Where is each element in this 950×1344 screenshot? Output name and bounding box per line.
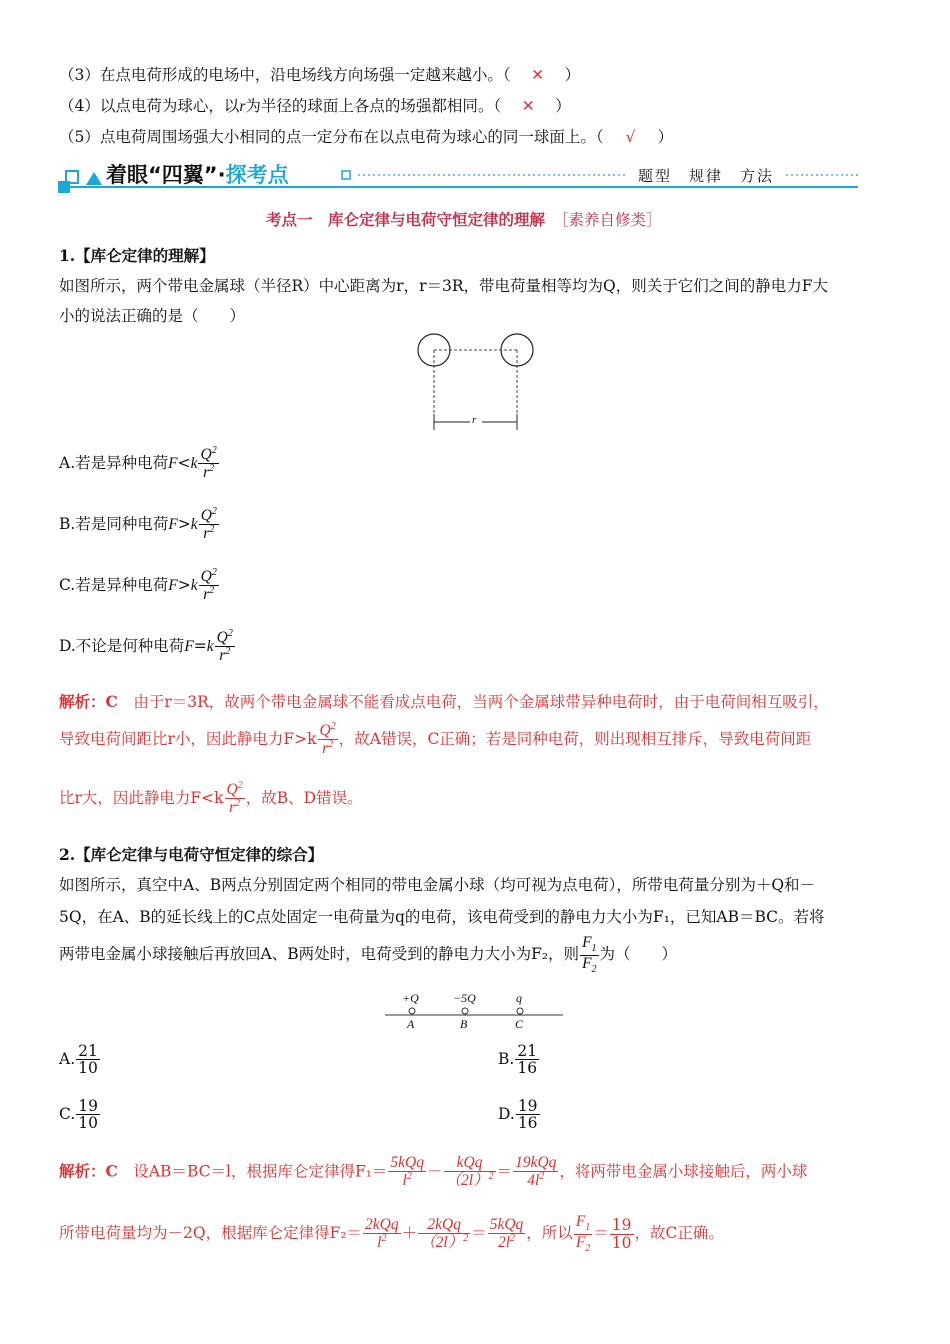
exp: 2 xyxy=(209,585,215,597)
analysis-text: 设AB＝BC＝l，根据库仑定律得F₁＝ xyxy=(133,1162,388,1181)
analysis-text: ，将两带电金属小球接触后，两小球 xyxy=(559,1162,808,1181)
fraction xyxy=(76,1098,100,1132)
frac-den: r xyxy=(322,740,329,758)
var-F: F xyxy=(168,515,178,533)
fraction xyxy=(515,1043,539,1077)
operator: > xyxy=(177,575,191,594)
frac-num: 19 xyxy=(78,1097,98,1115)
fraction xyxy=(610,1217,634,1251)
fraction xyxy=(76,1043,100,1077)
two-spheres-diagram xyxy=(414,330,539,435)
point-label-a: A xyxy=(407,1017,415,1031)
frac-den: r xyxy=(203,464,210,482)
frac-num: Q xyxy=(200,568,212,586)
q2-stem-line3 xyxy=(59,935,677,975)
var-k: k xyxy=(190,576,198,594)
frac-den: r xyxy=(229,799,236,817)
exp: 2 xyxy=(237,780,243,791)
judgement-4-text-a: （4）以点电荷为球心，以 xyxy=(59,97,240,115)
option-letter: A. xyxy=(59,1049,76,1068)
q2-stem-line2: 5Q，在A、B的延长线上的C点处固定一电荷量为q的电荷，该电荷受到的静电力大小为F₁，已知AB＝BC。若将 xyxy=(59,908,825,926)
q1-figure xyxy=(414,330,539,435)
q1-option-c xyxy=(59,568,220,604)
frac-num: Q xyxy=(216,629,228,647)
var-k: k xyxy=(190,515,198,533)
fraction: $\frac{\text{2kQq}}{l^2}$ xyxy=(365,1215,399,1252)
q1-option-b xyxy=(59,507,220,543)
banner-title-a: 着眼“四翼”· xyxy=(106,163,226,187)
section-title-text: 考点一 库仑定律与电荷守恒定律的理解 xyxy=(266,211,546,229)
var-F: F xyxy=(168,576,178,594)
judgement-3 xyxy=(59,63,580,85)
q1-option-a xyxy=(59,446,220,482)
exp: 2 xyxy=(211,506,217,517)
frac-den: 16 xyxy=(517,1114,538,1133)
frac-den: r xyxy=(203,586,210,604)
banner-title-b: 探考点 xyxy=(225,163,289,187)
analysis-label: 解析：C xyxy=(59,692,118,711)
option-letter: D. xyxy=(498,1104,515,1123)
cross-mark-icon: ✕ xyxy=(521,97,535,115)
exp: 2 xyxy=(209,524,215,536)
var-k: k xyxy=(190,454,198,472)
q1-stem-line1: 如图所示，两个带电金属球（半径R）中心距离为r，r＝3R，带电荷量相等均为Q，则关于它们之间的静电力F大 xyxy=(59,277,828,295)
analysis-label: 解析：C xyxy=(59,1161,118,1181)
q2-option-a xyxy=(59,1043,101,1077)
judgement-5 xyxy=(59,125,673,147)
option-text: C.若是异种电荷 xyxy=(59,575,169,594)
exp: 2 xyxy=(227,628,233,639)
fraction xyxy=(516,1098,540,1132)
judgement-4-var: r xyxy=(239,98,246,115)
section-banner xyxy=(58,155,858,195)
q2-analysis-line2: 所带电荷量均为－2Q，根据库仑定律得F₂＝ $\frac{\text{2kQq}}{l^2}$ ＋ $\frac{\text{2kQq}}{(2l)^2}$ ＝ $\frac{\text{5kQq}}{2l^2}$ ，所以 $\frac{F_1}{F_2}$ ＝ $\frac{19}{10}$ ，故C正确。 xyxy=(59,1213,724,1254)
frac-den: 10 xyxy=(78,1114,98,1133)
q1-heading: 1.【库仑定律的理解】 xyxy=(59,246,215,265)
fraction: $\frac{\text{kQq}}{(2l)^2}$ xyxy=(445,1154,494,1190)
fraction xyxy=(199,507,219,543)
charge-label-a: +Q xyxy=(402,991,419,1005)
q2-option-d xyxy=(498,1098,541,1132)
q2-heading: 2.【库仑定律与电荷守恒定律的综合】 xyxy=(59,845,324,864)
frac-num: Q xyxy=(200,446,212,464)
q2-analysis-line1: 解析：C 设AB＝BC＝l，根据库仑定律得F₁＝ $\frac{\text{5kQq}}{l^2}$ － $\frac{\text{kQq}}{(2l)^2}$ ＝ $\frac{\text{19kQq}}{4l^2}$ ，将两带电金属小球接触后，两小球 xyxy=(59,1154,808,1190)
q2-option-c xyxy=(59,1098,101,1132)
paren-close: ） xyxy=(555,97,571,115)
var-F: F xyxy=(184,637,194,655)
analysis-text: ，所以 xyxy=(526,1224,573,1243)
exp: 2 xyxy=(211,445,217,456)
fraction: $\frac{\text{19kQq}}{4l^2}$ xyxy=(515,1154,557,1190)
q2-stem-line1: 如图所示，真空中A、B两点分别固定两个相同的带电金属小球（均可视为点电荷），所带电荷量分别为＋Q和－ xyxy=(59,876,816,894)
point-label-b: B xyxy=(460,1017,468,1031)
distance-label: r xyxy=(472,414,477,426)
frac-den: 16 xyxy=(517,1059,538,1078)
fraction xyxy=(215,629,235,665)
fraction xyxy=(318,722,338,758)
operator: = xyxy=(193,636,207,655)
exp: 2 xyxy=(330,721,336,732)
stem-text: 为（ ） xyxy=(599,945,678,964)
operator: < xyxy=(177,453,191,472)
analysis-text: 导致电荷间距比r小，因此静电力F>k xyxy=(59,729,317,748)
option-text: A.若是异种电荷 xyxy=(59,453,169,472)
point-label-c: C xyxy=(515,1017,524,1031)
exp: 2 xyxy=(209,463,215,475)
exp: 2 xyxy=(235,798,241,810)
analysis-text: ，故C正确。 xyxy=(634,1224,724,1243)
judgement-4 xyxy=(59,94,571,116)
frac-den: 10 xyxy=(78,1059,98,1078)
var-F: F xyxy=(168,454,178,472)
q2-option-b xyxy=(498,1043,540,1077)
judgement-4-text-b: 为半径的球面上各点的场强都相同。（ xyxy=(245,97,502,115)
fraction: $\frac{\text{2kQq}}{(2l)^2}$ xyxy=(420,1215,469,1252)
option-letter: B. xyxy=(498,1049,515,1068)
option-text: D.不论是何种电荷 xyxy=(59,636,185,655)
paren-close: ） xyxy=(564,66,581,84)
frac-num: 21 xyxy=(517,1042,538,1060)
stem-text: 两带电金属小球接触后再放回A、B两处时，电荷受到的静电力大小为F₂，则 xyxy=(59,945,580,964)
q1-option-d xyxy=(59,629,236,665)
analysis-text: 所带电荷量均为－2Q，根据库仑定律得F₂＝ xyxy=(59,1224,363,1243)
judgement-5-text: （5）点电荷周围场强大小相同的点一定分布在以点电荷为球心的同一球面上。（ xyxy=(59,128,604,146)
judgement-3-text: （3）在点电荷形成的电场中，沿电场线方向场强一定越来越小。（ xyxy=(59,66,511,84)
fraction xyxy=(225,781,245,817)
fraction: $\frac{\text{5kQq}}{2l^2}$ xyxy=(489,1215,524,1252)
analysis-text: 比r大，因此静电力F<k xyxy=(59,788,224,807)
option-letter: C. xyxy=(59,1104,76,1123)
frac-den: r xyxy=(203,525,210,543)
q1-analysis-line2 xyxy=(59,722,811,758)
frac-num: 19 xyxy=(517,1097,538,1115)
operator: > xyxy=(177,514,191,533)
section-title xyxy=(266,208,662,230)
analysis-text: ，故B、D错误。 xyxy=(245,788,363,807)
q1-analysis-line3 xyxy=(59,781,363,817)
var-k: k xyxy=(206,637,214,655)
fraction xyxy=(199,568,219,604)
frac-num: Q xyxy=(226,781,238,799)
frac-num: Q xyxy=(200,507,212,525)
check-mark-icon: √ xyxy=(625,128,636,146)
fraction xyxy=(198,446,218,482)
exp: 2 xyxy=(225,646,231,658)
frac-den: 10 xyxy=(611,1233,632,1252)
ratio-fraction: $\frac{F_1}{F_2}$ xyxy=(582,934,597,975)
charge-label-c: q xyxy=(516,991,522,1005)
paren-close: ） xyxy=(657,128,674,146)
banner-subtitle: 题型 规律 方法 xyxy=(638,167,775,185)
section-tag: ［素养自修类］ xyxy=(553,211,662,229)
frac-num: Q xyxy=(319,722,331,740)
charge-label-b: −5Q xyxy=(453,991,476,1005)
fraction: $\frac{F_1}{F_2}$ xyxy=(575,1213,591,1254)
banner-title xyxy=(106,159,289,189)
frac-den: r xyxy=(219,647,226,665)
frac-num: 19 xyxy=(611,1216,632,1235)
cross-mark-icon: ✕ xyxy=(531,66,545,84)
fraction: $\frac{\text{5kQq}}{l^2}$ xyxy=(390,1154,424,1190)
exp: 2 xyxy=(211,567,217,578)
analysis-text: ，故A错误，C正确；若是同种电荷，则出现相互排斥，导致电荷间距 xyxy=(338,729,812,748)
q1-stem-line2: 小的说法正确的是（ ） xyxy=(59,307,246,325)
exp: 2 xyxy=(328,739,334,751)
q2-figure xyxy=(385,990,565,1030)
option-text: B.若是同种电荷 xyxy=(59,514,169,533)
frac-num: 21 xyxy=(78,1042,98,1060)
q1-analysis-line1 xyxy=(59,690,829,712)
analysis-text: 由于r＝3R，故两个带电金属球不能看成点电荷，当两个金属球带异种电荷时，由于电荷间相互吸引， xyxy=(133,693,829,711)
